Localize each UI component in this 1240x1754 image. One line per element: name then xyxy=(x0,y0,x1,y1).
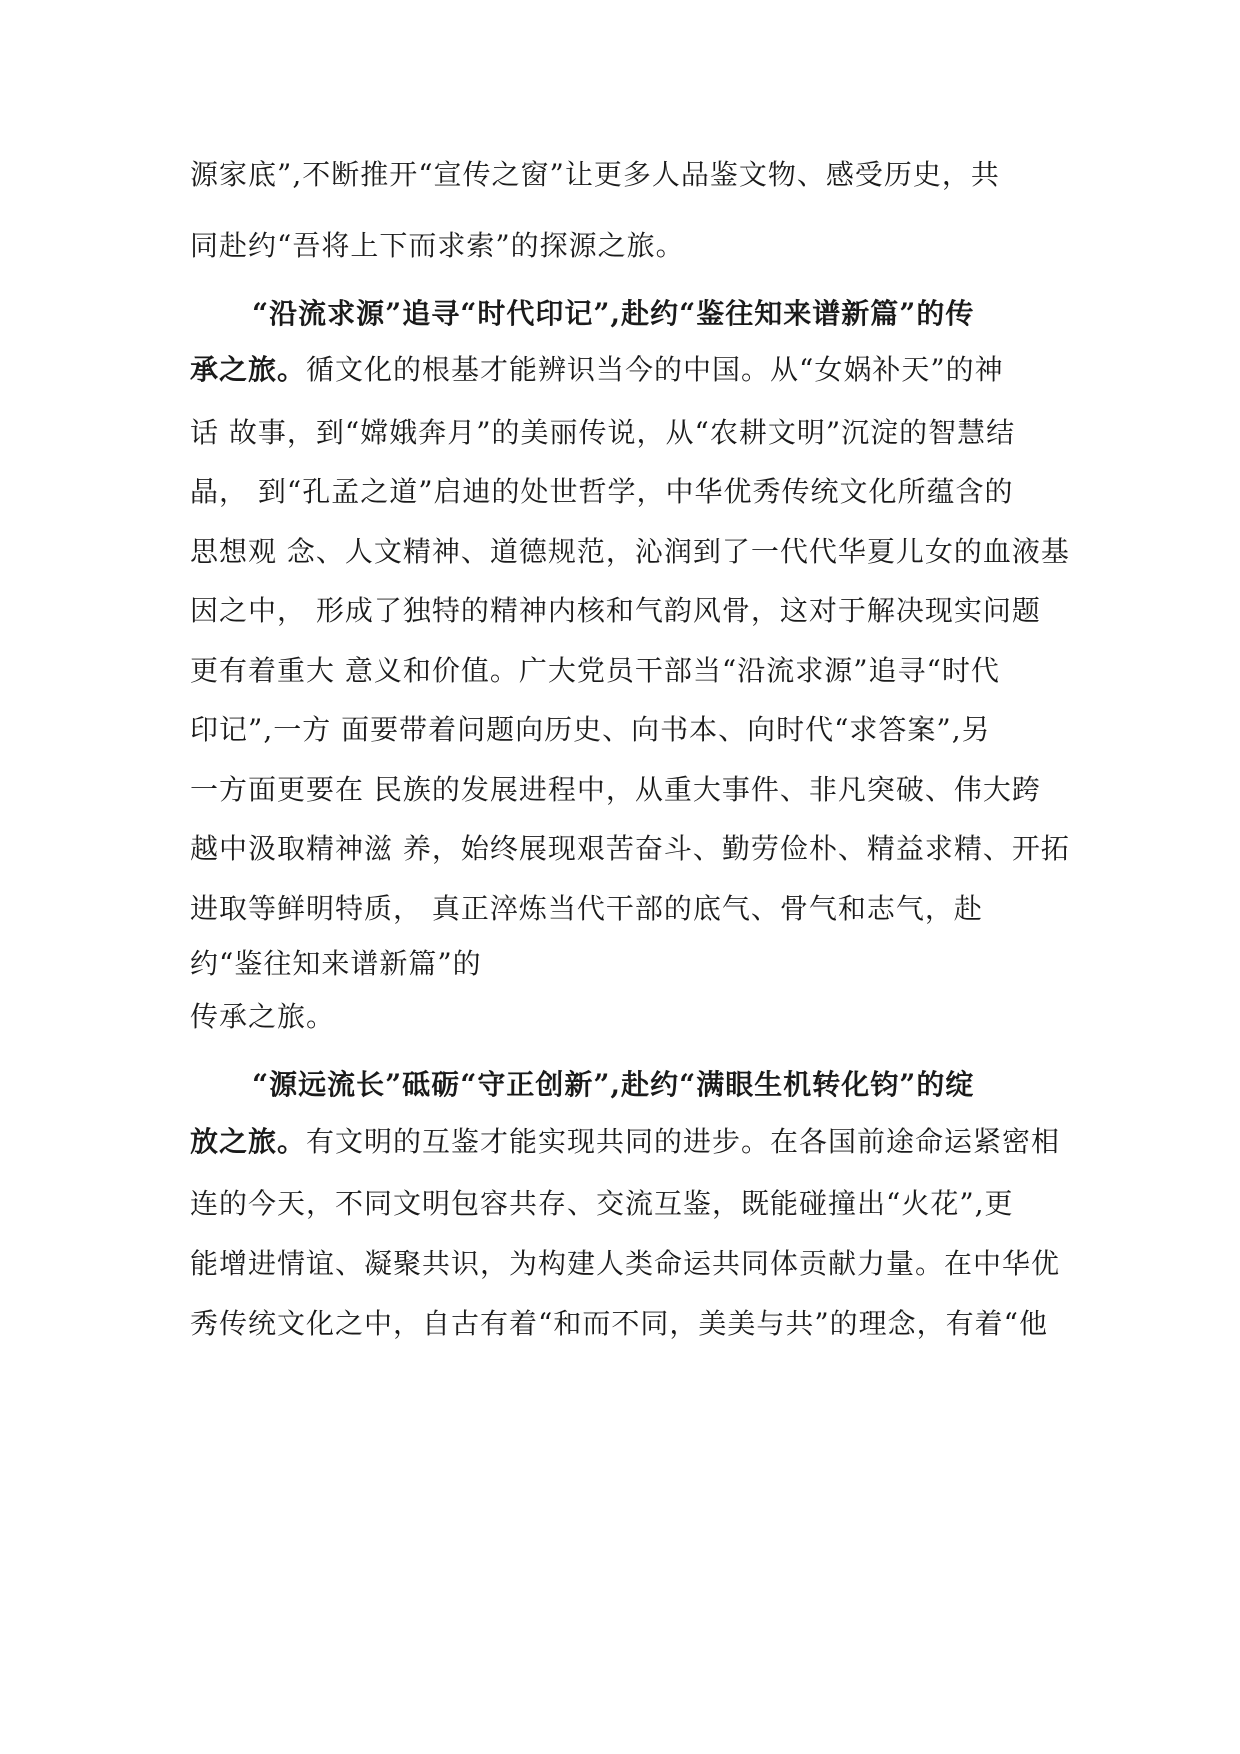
paragraph-2-line-5: 思想观 念、人文精神、道德规范，沁润到了一代代华夏儿女的血液基 xyxy=(190,535,1070,568)
paragraph-2-line-13: 传承之旅。 xyxy=(190,1000,336,1033)
paragraph-2-heading-line-2: 承之旅。 xyxy=(190,353,307,386)
paragraph-1-line-2: 同赴约“吾将上下而求索”的探源之旅。 xyxy=(190,229,685,262)
paragraph-2-line-12: 约“鉴往知来谱新篇”的 xyxy=(190,947,482,980)
paragraph-1-line-1: 源家底”,不断推开“宣传之窗”让更多人品鉴文物、感受历史，共 xyxy=(190,158,1000,191)
paragraph-2-line-2 xyxy=(190,350,1004,390)
paragraph-2-line-7: 更有着重大 意义和价值。广大党员干部当“沿流求源”追寻“时代 xyxy=(190,654,1000,687)
paragraph-2-line-9: 一方面更要在 民族的发展进程中，从重大事件、非凡突破、伟大跨 xyxy=(190,773,1041,806)
paragraph-3-line-2-text: 有文明的互鉴才能实现共同的进步。在各国前途命运紧密相 xyxy=(306,1125,1061,1158)
paragraph-2-line-6: 因之中， 形成了独特的精神内核和气韵风骨，这对于解决现实问题 xyxy=(190,594,1041,627)
paragraph-3-line-3: 连的今天，不同文明包容共存、交流互鉴，既能碰撞出“火花”,更 xyxy=(190,1187,1014,1220)
paragraph-3-line-5: 秀传统文化之中，自古有着“和而不同，美美与共”的理念，有着“他 xyxy=(190,1307,1048,1340)
paragraph-3-heading-line-1: “源远流长”砥砺“守正创新”,赴约“满眼生机转化钧”的绽 xyxy=(252,1068,975,1101)
paragraph-3-line-4: 能增进情谊、凝聚共识，为构建人类命运共同体贡献力量。在中华优 xyxy=(190,1247,1061,1280)
paragraph-2-line-10: 越中汲取精神滋 养，始终展现艰苦奋斗、勤劳俭朴、精益求精、开拓 xyxy=(190,832,1070,865)
paragraph-2-line-2-text: 循文化的根基才能辨识当今的中国。从“女娲补天”的神 xyxy=(306,353,1004,386)
paragraph-2-line-4: 晶， 到“孔孟之道”启迪的处世哲学，中华优秀传统文化所蕴含的 xyxy=(190,475,1014,508)
paragraph-2-line-11: 进取等鲜明特质， 真正淬炼当代干部的底气、骨气和志气，赴 xyxy=(190,892,983,925)
paragraph-2-heading-line-1: “沿流求源”追寻“时代印记”,赴约“鉴往知来谱新篇”的传 xyxy=(252,297,975,330)
paragraph-3-line-2 xyxy=(190,1122,1060,1162)
paragraph-2-line-8: 印记”,一方 面要带着问题向历史、向书本、向时代“求答案”,另 xyxy=(190,713,991,746)
paragraph-3-heading-line-2: 放之旅。 xyxy=(190,1125,307,1158)
paragraph-2-line-3: 话 故事，到“嫦娥奔月”的美丽传说，从“农耕文明”沉淀的智慧结 xyxy=(190,416,1016,449)
